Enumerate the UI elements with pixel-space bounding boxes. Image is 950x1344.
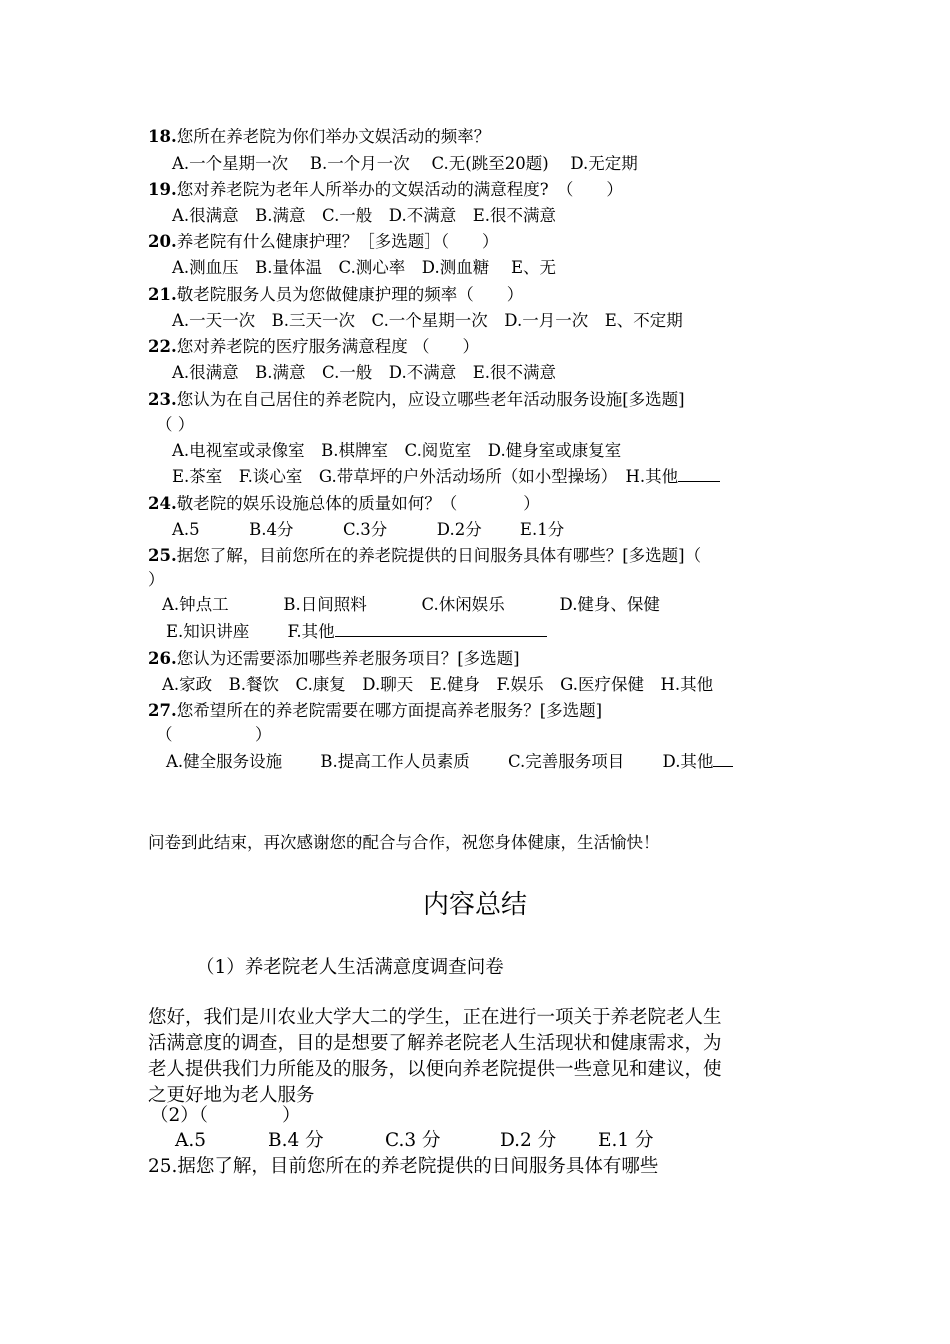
summary-paragraph: [148, 1005, 798, 1109]
summary-score-e: E.1 分: [598, 1130, 654, 1151]
summary-item-2: （2）（ ）: [150, 1105, 301, 1126]
summary-score-d: D.2 分: [500, 1130, 557, 1151]
question-20-options: A.测血压 B.量体温 C.测心率 D.测血糖 E、无: [172, 258, 556, 277]
paragraph-line: 活满意度的调查，目的是想要了解养老院老人生活现状和健康需求，为: [148, 1033, 722, 1054]
summary-score-a: A.5: [175, 1130, 207, 1151]
question-25-bracket: ）: [148, 570, 165, 589]
question-25: 25.据您了解，目前您所在的养老院提供的日间服务具体有哪些？[多选题]（: [148, 546, 702, 565]
question-25-options-2: E.知识讲座 F.其他: [166, 621, 547, 643]
paragraph-line: 您好，我们是川农业大学大二的学生，正在进行一项关于养老院老人生: [148, 1007, 722, 1028]
question-20: 20.养老院有什么健康护理？［多选题］（ ）: [148, 232, 499, 251]
question-24-options: A.5 B.4分 C.3分 D.2分 E.1分: [172, 520, 565, 539]
question-18-options: A.一个星期一次 B.一个月一次 C.无(跳至20题) D.无定期: [172, 154, 638, 173]
question-24: 24.敬老院的娱乐设施总体的质量如何？（ ）: [148, 494, 540, 513]
question-27-options: A.健全服务设施 B.提高工作人员素质 C.完善服务项目 D.其他: [166, 751, 733, 773]
answer-blank: [713, 752, 733, 767]
question-18: 18.您所在养老院为你们举办文娱活动的频率？: [148, 127, 491, 146]
question-26-options: A.家政 B.餐饮 C.康复 D.聊天 E.健身 F.娱乐 G.医疗保健 H.其他: [162, 675, 714, 694]
question-23: 23.您认为在自己居住的养老院内，应设立哪些老年活动服务设施[多选题]: [148, 390, 685, 409]
question-22-options: A.很满意 B.满意 C.一般 D.不满意 E.很不满意: [172, 363, 556, 382]
summary-item-1: （1）养老院老人生活满意度调查问卷: [196, 957, 504, 978]
paragraph-line: 之更好地为老人服务: [148, 1085, 315, 1106]
question-22: 22.您对养老院的医疗服务满意程度 （ ）: [148, 337, 479, 356]
answer-blank: [335, 622, 547, 637]
paragraph-line: 老人提供我们力所能及的服务，以便向养老院提供一些意见和建议，使: [148, 1059, 722, 1080]
question-19-options: A.很满意 B.满意 C.一般 D.不满意 E.很不满意: [172, 206, 556, 225]
question-19: 19.您对养老院为老年人所举办的文娱活动的满意程度? （ ）: [148, 180, 623, 199]
question-23-options: A.电视室或录像室 B.棋牌室 C.阅览室 D.健身室或康复室: [172, 441, 622, 460]
summary-score-b: B.4 分: [268, 1130, 324, 1151]
question-27: 27.您希望所在的养老院需要在哪方面提高养老服务？[多选题]: [148, 701, 603, 720]
summary-title: 内容总结: [422, 890, 527, 920]
question-26: 26.您认为还需要添加哪些养老服务项目？[多选题]: [148, 649, 520, 668]
question-27-bracket: （ ）: [156, 725, 272, 744]
closing-text: 问卷到此结束，再次感谢您的配合与合作，祝您身体健康，生活愉快！: [148, 833, 660, 852]
question-23-bracket: （ ）: [156, 415, 195, 434]
question-25-options: A.钟点工 B.日间照料 C.休闲娱乐 D.健身、保健: [162, 595, 660, 614]
summary-score-c: C.3 分: [385, 1130, 441, 1151]
answer-blank: [678, 467, 720, 482]
question-21-options: A.一天一次 B.三天一次 C.一个星期一次 D.一月一次 E、不定期: [172, 311, 683, 330]
question-21: 21.敬老院服务人员为您做健康护理的频率（ ）: [148, 285, 524, 304]
question-23-options-2: E.茶室 F.谈心室 G.带草坪的户外活动场所（如小型操场） H.其他: [172, 466, 720, 488]
summary-last-line: 25.据您了解，目前您所在的养老院提供的日间服务具体有哪些: [148, 1156, 659, 1177]
